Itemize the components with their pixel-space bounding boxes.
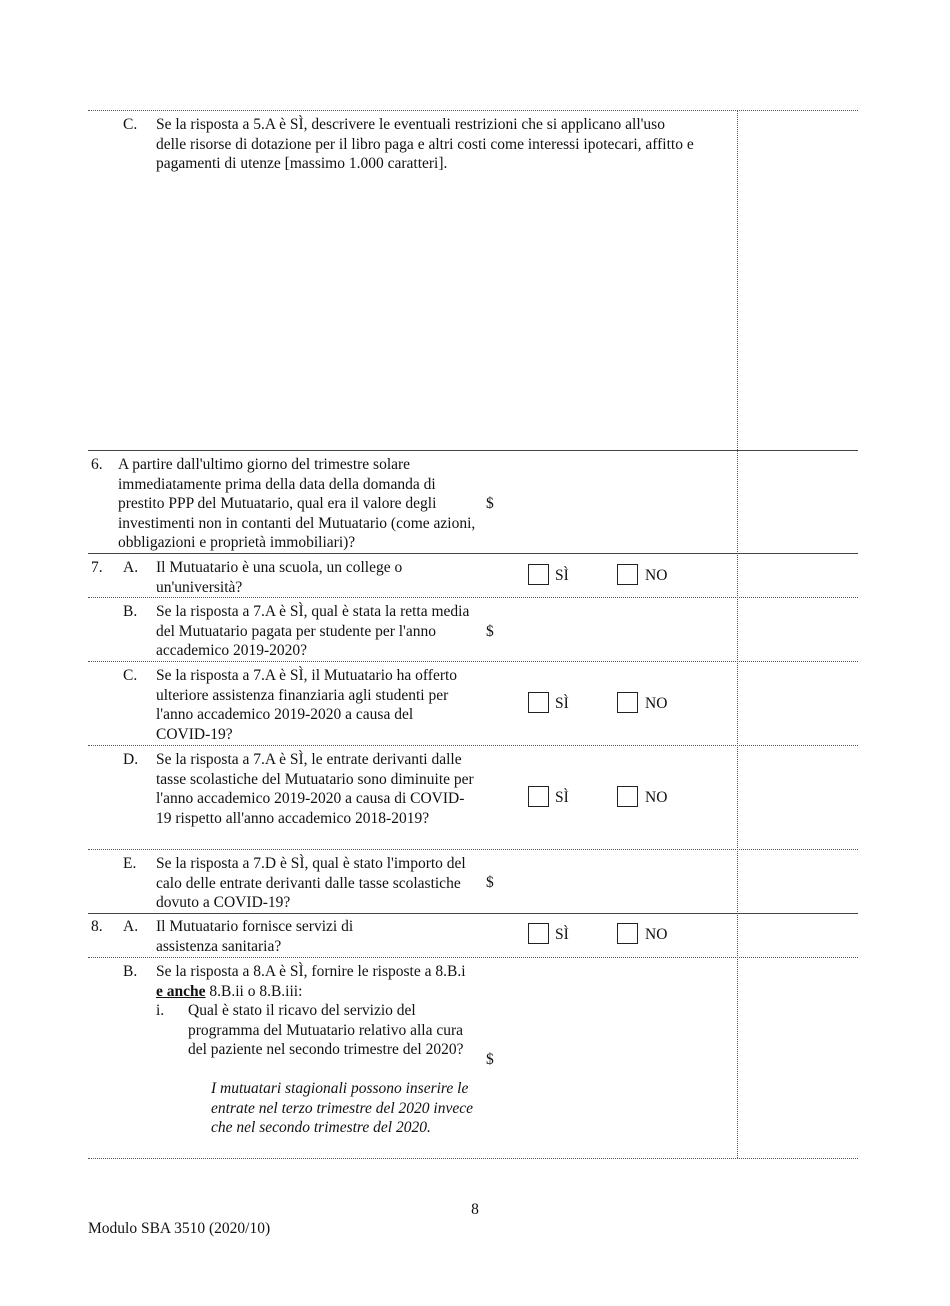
q8b-letter: B. xyxy=(123,963,138,980)
q7a-no-checkbox[interactable] xyxy=(617,564,638,585)
q6-amount-field[interactable] xyxy=(500,486,730,516)
q7a-letter: A. xyxy=(123,559,139,576)
row-divider xyxy=(88,597,858,598)
q7c-no-checkbox[interactable] xyxy=(617,692,638,713)
form-footer: Modulo SBA 3510 (2020/10) xyxy=(88,1220,271,1237)
row-divider xyxy=(88,553,858,554)
row-divider xyxy=(88,450,858,451)
q7e-amount-field[interactable] xyxy=(500,865,730,895)
q8a-yes-label: SÌ xyxy=(555,926,569,943)
q8bi-amount-field[interactable] xyxy=(500,1042,730,1072)
q7a-yes-checkbox[interactable] xyxy=(528,564,549,585)
q8a-no-checkbox[interactable] xyxy=(617,923,638,944)
q8bi-label: i. xyxy=(156,1002,165,1019)
q7a-no-label: NO xyxy=(645,567,668,584)
q7d-no-checkbox[interactable] xyxy=(617,786,638,807)
q8b-text-after: 8.B.ii o 8.B.iii: xyxy=(205,982,303,1000)
q7e-text: Se la risposta a 7.D è SÌ, qual è stato l'importo del calo delle entrate derivanti dalle tasse scolastiche dovuto a COVID-19? xyxy=(156,855,466,911)
q7c-text: Se la risposta a 7.A è SÌ, il Mutuatario ha offerto ulteriore assistenza finanziaria agli studenti per l'anno accademico 2019-2020 a causa del COVID-19? xyxy=(156,667,458,743)
q5c-letter: C. xyxy=(123,116,138,133)
q7-number: 7. xyxy=(91,559,103,576)
q8a-no-label: NO xyxy=(645,926,668,943)
q7a-text: Il Mutuatario è una scuola, un college o un'università? xyxy=(156,559,403,596)
q7d-yes-label: SÌ xyxy=(555,789,569,806)
row-divider xyxy=(88,661,858,662)
q7c-letter: C. xyxy=(123,667,138,684)
q8b-emphasis: e anche xyxy=(156,982,206,1000)
q7e-letter: E. xyxy=(123,855,137,872)
q7c-yes-label: SÌ xyxy=(555,695,569,712)
q6-text: A partire dall'ultimo giorno del trimestre solare immediatamente prima della data della domanda di prestito PPP del Mutuatario, qual era il valore degli investimenti non in contanti del Mutuatario (come azioni, obbligazioni e proprietà immobiliari)? xyxy=(118,456,476,551)
q7e-currency: $ xyxy=(486,874,494,891)
row-divider xyxy=(88,745,858,746)
q6-number: 6. xyxy=(91,456,103,473)
column-divider xyxy=(737,110,738,1158)
q5c-text: Se la risposta a 5.A è SÌ, descrivere le eventuali restrizioni che si applicano all'uso delle risorse di dotazione per il libro paga e altri costi come interessi ipotecari, affitto e pagamenti di utenze [massimo 1.000 caratteri]. xyxy=(156,116,694,172)
row-divider xyxy=(88,110,858,111)
q7b-amount-field[interactable] xyxy=(500,614,730,644)
row-divider xyxy=(88,913,858,914)
q7b-letter: B. xyxy=(123,603,138,620)
q7d-yes-checkbox[interactable] xyxy=(528,786,549,807)
q8bi-currency: $ xyxy=(486,1051,494,1068)
q8b-text-before: Se la risposta a 8.A è SÌ, fornire le risposte a 8.B.i xyxy=(156,963,466,980)
q6-currency: $ xyxy=(486,495,494,512)
q8a-letter: A. xyxy=(123,918,139,935)
q7d-no-label: NO xyxy=(645,789,668,806)
q7d-letter: D. xyxy=(123,751,139,768)
q7c-yes-checkbox[interactable] xyxy=(528,692,549,713)
q7d-text: Se la risposta a 7.A è SÌ, le entrate derivanti dalle tasse scolastiche del Mutuatario sono diminuite per l'anno accademico 2019-2020 a causa di COVID-19 rispetto all'anno accademico 2018-2019? xyxy=(156,751,474,827)
q7a-yes-label: SÌ xyxy=(555,567,569,584)
q8bi-text: Qual è stato il ricavo del servizio del programma del Mutuatario relativo alla cura del paziente nel secondo trimestre del 2020? xyxy=(188,1002,464,1058)
q7b-text: Se la risposta a 7.A è SÌ, qual è stata la retta media del Mutuatario pagata per studente per l'anno accademico 2019-2020? xyxy=(156,603,470,659)
q5c-answer-area[interactable] xyxy=(156,185,726,443)
q8a-yes-checkbox[interactable] xyxy=(528,923,549,944)
q8b-text xyxy=(156,962,476,1001)
q8a-text: Il Mutuatario fornisce servizi di assistenza sanitaria? xyxy=(156,918,354,955)
q8-number: 8. xyxy=(91,918,103,935)
page-number: 8 xyxy=(471,1201,479,1218)
row-divider xyxy=(88,957,858,958)
q7c-no-label: NO xyxy=(645,695,668,712)
row-divider xyxy=(88,1158,858,1159)
q8bi-note: I mutuatari stagionali possono inserire le entrate nel terzo trimestre del 2020 invece che nel secondo trimestre del 2020. xyxy=(211,1080,473,1136)
row-divider xyxy=(88,849,858,850)
q7b-currency: $ xyxy=(486,623,494,640)
